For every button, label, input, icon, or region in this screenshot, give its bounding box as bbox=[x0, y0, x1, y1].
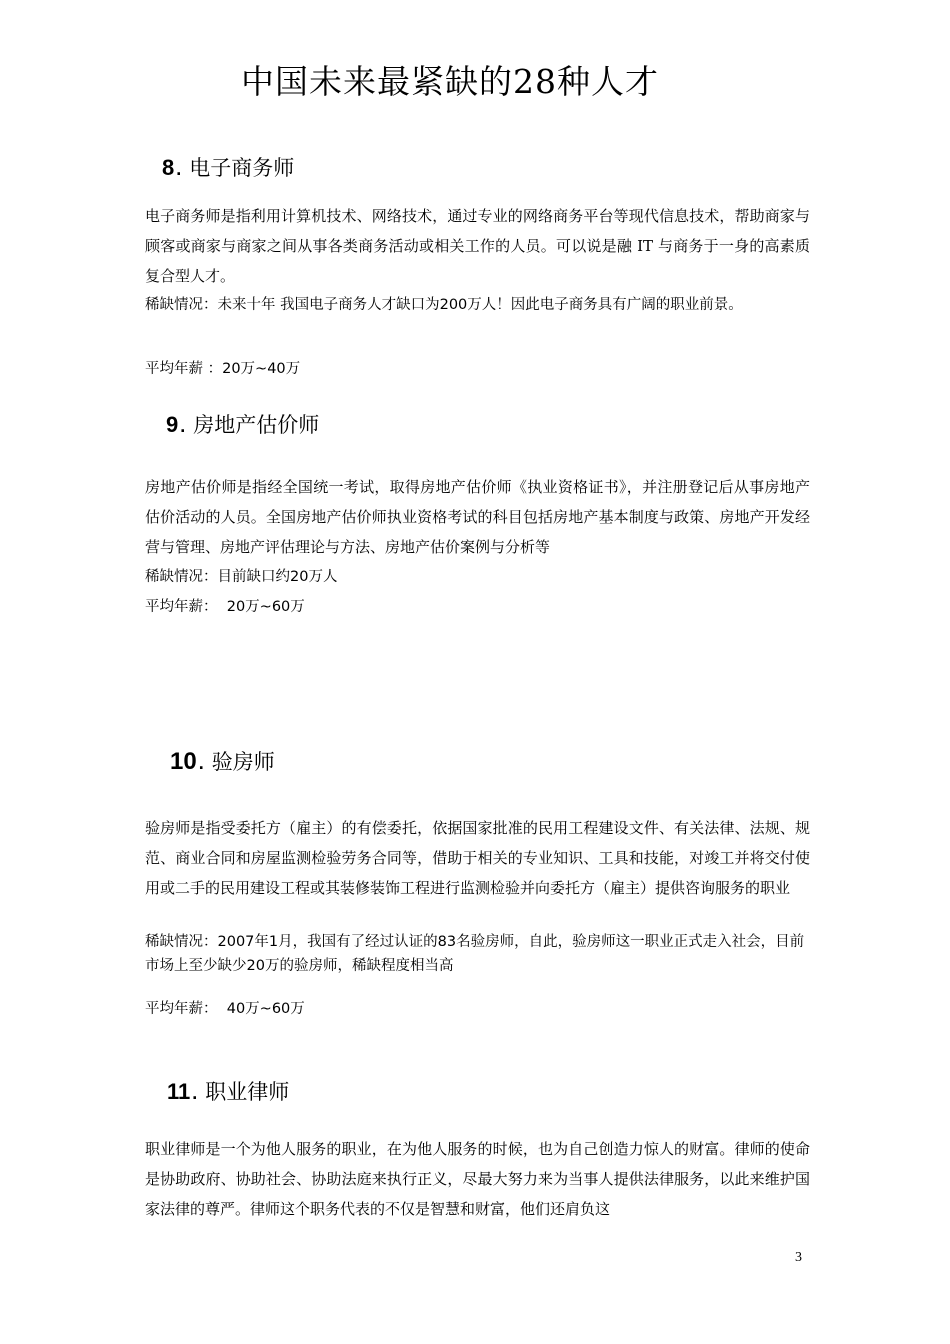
section-name: 房地产估价师 bbox=[193, 413, 320, 437]
section-number: 8 bbox=[162, 155, 175, 180]
section-description: 电子商务师是指利用计算机技术、网络技术，通过专业的网络商务平台等现代信息技术，帮助商家与顾客或商家与商家之间从事各类商务活动或相关工作的人员。可以说是融 IT 与商务于一身的高素质复合型人才。 bbox=[145, 207, 810, 285]
section-name: 职业律师 bbox=[205, 1080, 290, 1104]
salary-text: 平均年薪： 40万~60万 bbox=[145, 1001, 305, 1017]
section-name: 电子商务师 bbox=[189, 156, 295, 180]
section-description: 验房师是指受委托方（雇主）的有偿委托，依据国家批准的民用工程建设文件、有关法律、法规、规范、商业合同和房屋监测检验劳务合同等，借助于相关的专业知识、工具和技能，对竣工并将交付使用或二手的民用建设工程或其装修装饰工程进行监测检验并向委托方（雇主）提供咨询服务的职业 bbox=[145, 819, 810, 897]
shortage-text: 稀缺情况：目前缺口约20万人 bbox=[145, 569, 338, 585]
salary-text: 平均年薪： 20万~60万 bbox=[145, 599, 305, 615]
section-number: 10 bbox=[170, 748, 197, 775]
shortage-text: 稀缺情况：2007年1月，我国有了经过认证的83名验房师，自此，验房师这一职业正式走入社会，目前市场上至少缺少20万的验房师，稀缺程度相当高 bbox=[145, 934, 805, 974]
section-description: 职业律师是一个为他人服务的职业，在为他人服务的时候，也为自己创造力惊人的财富。律师的使命是协助政府、协助社会、协助法庭来执行正义，尽最大努力来为当事人提供法律服务，以此来维护国家法律的尊严。律师这个职务代表的不仅是智慧和财富，他们还肩负这 bbox=[145, 1140, 810, 1218]
section-number: 9 bbox=[166, 412, 179, 437]
section-heading-10: 10 . 验房师 bbox=[170, 748, 275, 775]
salary-text: 平均年薪 ：20万~40万 bbox=[145, 361, 301, 377]
section-name: 验房师 bbox=[211, 750, 275, 774]
section-description: 房地产估价师是指经全国统一考试，取得房地产估价师《执业资格证书》，并注册登记后从事房地产估价活动的人员。全国房地产估价师执业资格考试的科目包括房地产基本制度与政策、房地产开发经营与管理、房地产评估理论与方法、房地产估价案例与分析等 bbox=[145, 478, 810, 556]
page-number: 3 bbox=[795, 1250, 802, 1265]
section-number: 11 bbox=[167, 1079, 191, 1104]
section-heading-8: 8 . 电子商务师 bbox=[162, 155, 295, 180]
page-title: 中国未来最紧缺的28种人才 bbox=[241, 62, 659, 101]
section-heading-9: 9 . 房地产估价师 bbox=[166, 412, 320, 437]
shortage-text: 稀缺情况：未来十年 我国电子商务人才缺口为200万人！因此电子商务具有广阔的职业前景。 bbox=[145, 297, 743, 313]
section-heading-11: 11 . 职业律师 bbox=[167, 1079, 290, 1104]
